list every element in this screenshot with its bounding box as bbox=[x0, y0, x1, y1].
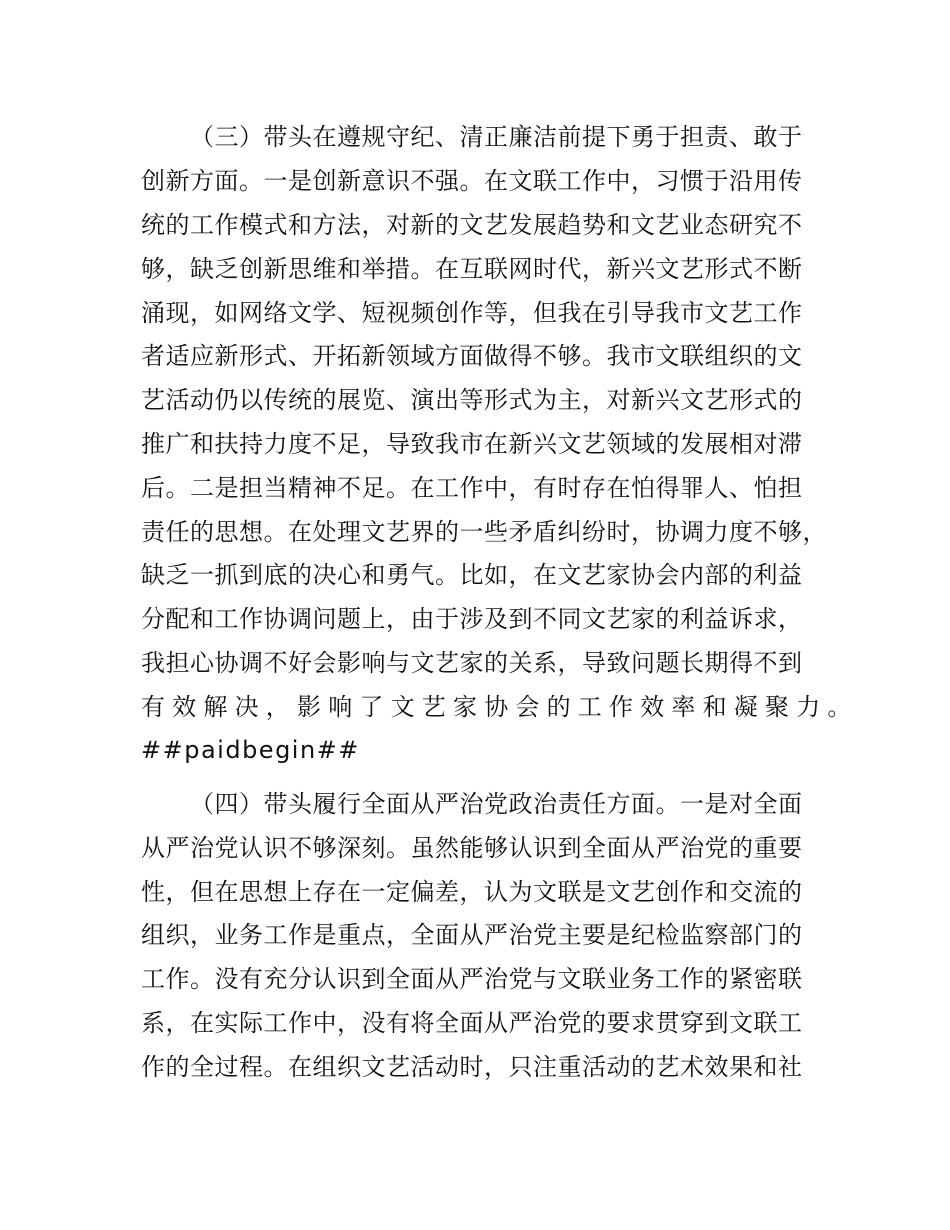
paragraph-line: 推广和扶持力度不足，导致我市在新兴文艺领域的发展相对滞 bbox=[141, 430, 803, 458]
paragraph-line: （三）带头在遵规守纪、清正廉洁前提下勇于担责、敢于 bbox=[190, 123, 803, 151]
paragraph-line: 够，缺乏创新思维和举措。在互联网时代，新兴文艺形式不断 bbox=[141, 255, 803, 283]
paragraph-line: 责任的思想。在处理文艺界的一些矛盾纠纷时，协调力度不够， bbox=[141, 518, 827, 546]
paragraph-line: 工作。没有充分认识到全面从严治党与文联业务工作的紧密联 bbox=[141, 965, 803, 993]
paragraph-line: 缺乏一抓到底的决心和勇气。比如，在文艺家协会内部的利益 bbox=[141, 561, 803, 589]
paragraph-line: 后。二是担当精神不足。在工作中，有时存在怕得罪人、怕担 bbox=[141, 474, 803, 502]
paragraph-line: 从严治党认识不够深刻。虽然能够认识到全面从严治党的重要 bbox=[141, 834, 803, 862]
paragraph-line: 性，但在思想上存在一定偏差，认为文联是文艺创作和交流的 bbox=[141, 878, 803, 906]
paragraph-line: 作的全过程。在组织文艺活动时，只注重活动的艺术效果和社 bbox=[141, 1053, 803, 1081]
paragraph-line: 分配和工作协调问题上，由于涉及到不同文艺家的利益诉求， bbox=[141, 605, 803, 633]
paragraph-line: 有效解决，影响了文艺家协会的工作效率和凝聚力。 bbox=[141, 693, 859, 721]
paragraph-line: 我担心协调不好会影响与文艺家的关系，导致问题长期得不到 bbox=[141, 649, 803, 677]
paragraph-line: 组织，业务工作是重点，全面从严治党主要是纪检监察部门的 bbox=[141, 921, 803, 949]
paragraph-line: 创新方面。一是创新意识不强。在文联工作中，习惯于沿用传 bbox=[141, 167, 803, 195]
paragraph-line: 者适应新形式、开拓新领域方面做得不够。我市文联组织的文 bbox=[141, 342, 803, 370]
paragraph-line: 艺活动仍以传统的展览、演出等形式为主，对新兴文艺形式的 bbox=[141, 386, 803, 414]
paragraph-line: 系，在实际工作中，没有将全面从严治党的要求贯穿到文联工 bbox=[141, 1009, 803, 1037]
paragraph-line: 涌现，如网络文学、短视频创作等，但我在引导我市文艺工作 bbox=[141, 299, 803, 327]
paid-begin-marker: ##paidbegin## bbox=[141, 736, 360, 764]
paragraph-line: 统的工作模式和方法，对新的文艺发展趋势和文艺业态研究不 bbox=[141, 211, 803, 239]
paragraph-line: （四）带头履行全面从严治党政治责任方面。一是对全面 bbox=[190, 790, 803, 818]
